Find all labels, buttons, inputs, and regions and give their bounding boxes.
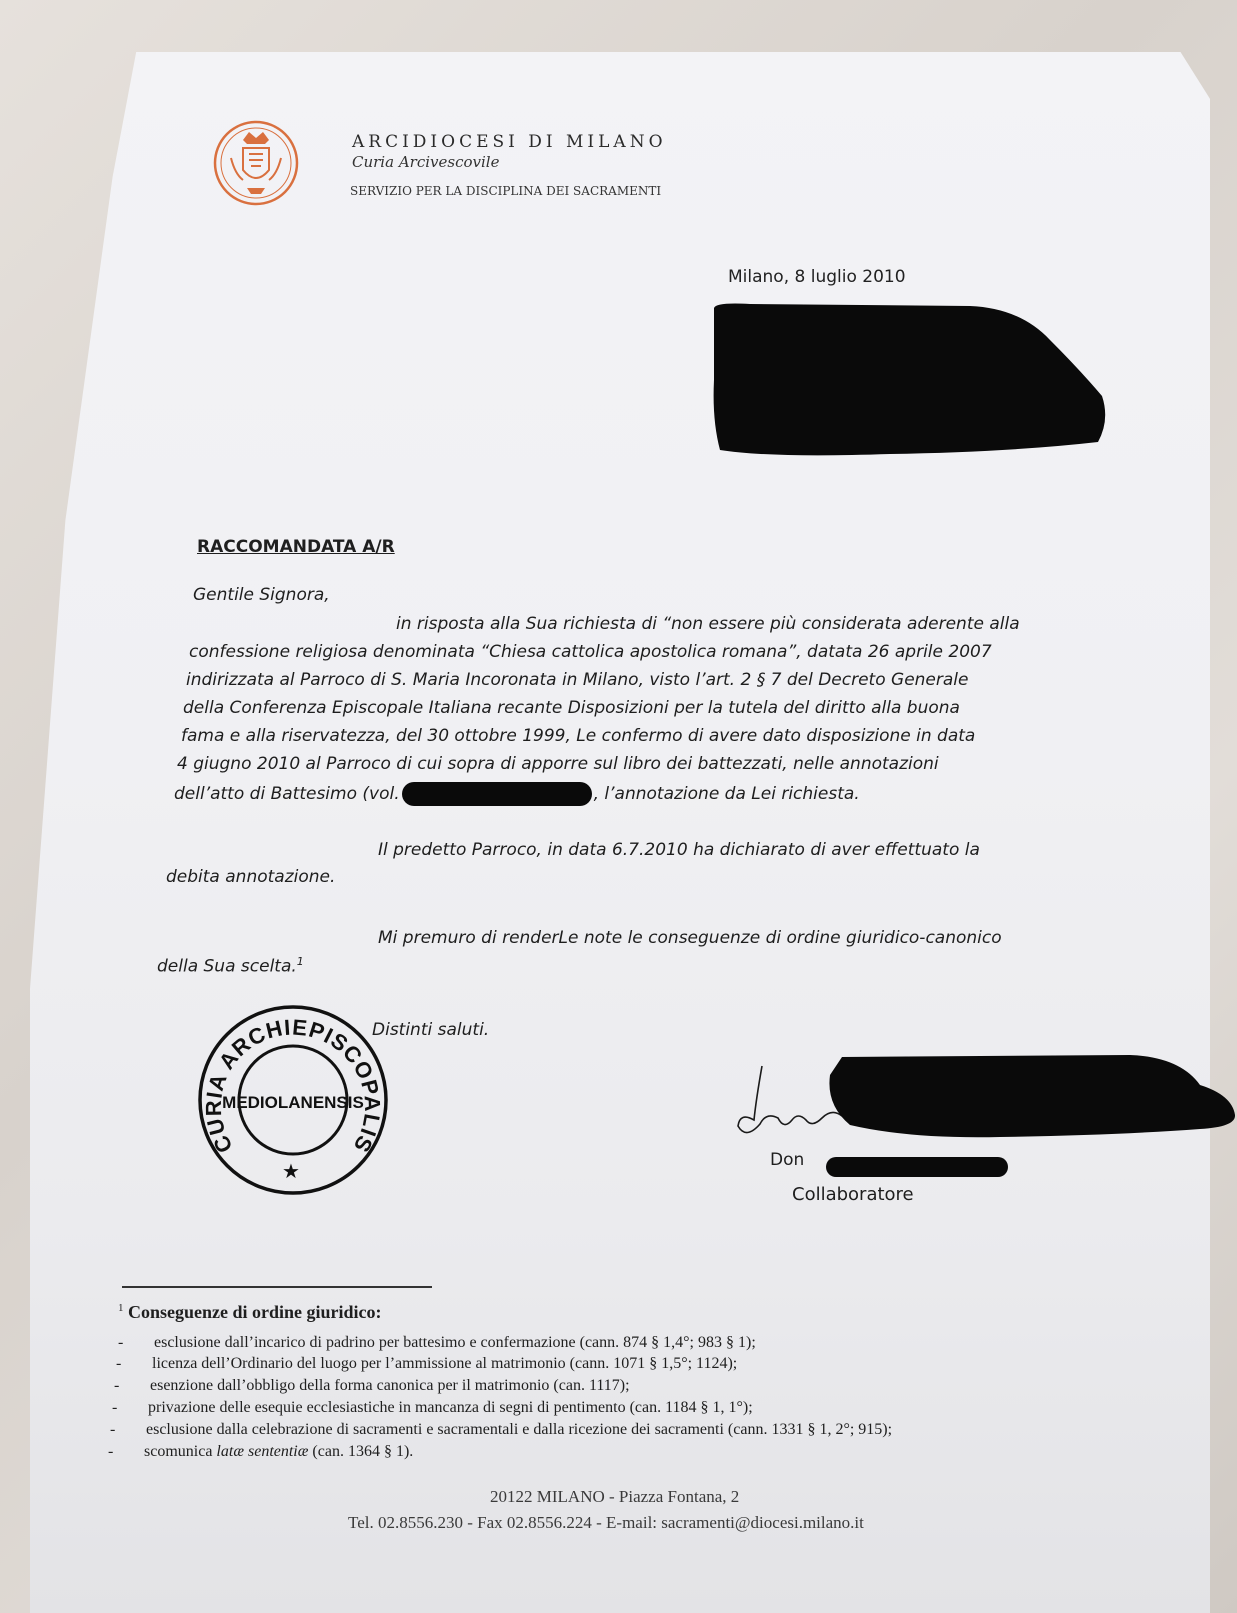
footer-address: 20122 MILANO - Piazza Fontana, 2: [490, 1487, 740, 1506]
footnote-item-latin: latæ sententiæ: [216, 1443, 309, 1460]
footnote-item-text: [144, 1443, 413, 1461]
list-bullet: -: [108, 1443, 114, 1460]
curia-seal-stamp: [192, 1000, 394, 1200]
body-line-with-redaction: [174, 782, 860, 806]
body-line: della Conferenza Episcopale Italiana recante Disposizioni per la tutela del diritto alla buona: [183, 698, 960, 718]
footnote-item-text: privazione delle esequie ecclesiastiche in mancanza di segni di pentimento (can. 1184 § 1, 1°);: [148, 1399, 753, 1416]
footnote-item-text: esclusione dalla celebrazione di sacramenti e sacramentali e dalla ricezione dei sacramenti (cann. 1331 § 1, 2°; 915);: [146, 1421, 893, 1438]
seal-center-text: MEDIOLANENSIS: [222, 1093, 364, 1112]
redacted-signatory-name: [820, 1055, 1237, 1165]
list-bullet: -: [110, 1421, 116, 1438]
greeting: Gentile Signora,: [193, 585, 330, 605]
seal-star-icon: ★: [282, 1159, 300, 1183]
body-line: in risposta alla Sua richiesta di “non essere più considerata aderente alla: [396, 614, 1020, 634]
redacted-recipient-address: [710, 300, 1110, 460]
body-line: Mi premuro di renderLe note le conseguenze di ordine giuridico-canonico: [378, 928, 1002, 948]
letter-heading: RACCOMANDATA A/R: [197, 537, 395, 557]
footnote-item-text: esenzione dall’obbligo della forma canonica per il matrimonio (can. 1117);: [150, 1377, 630, 1394]
archdiocese-name: ARCIDIOCESI DI MILANO: [352, 132, 667, 152]
list-bullet: -: [112, 1399, 118, 1416]
body-line: debita annotazione.: [166, 867, 336, 887]
body-line-part: della Sua scelta.: [157, 956, 297, 977]
footer-contacts: Tel. 02.8556.230 - Fax 02.8556.224 - E-mail: sacramenti@diocesi.milano.it: [348, 1513, 864, 1532]
body-line: Il predetto Parroco, in data 6.7.2010 ha dichiarato di aver effettuato la: [378, 840, 980, 860]
list-bullet: -: [114, 1377, 120, 1394]
body-line: fama e alla riservatezza, del 30 ottobre 1999, Le confermo di avere dato disposizione in data: [181, 726, 976, 746]
body-line-part: dell’atto di Battesimo (vol.: [174, 784, 400, 804]
seal-ring-text: CURIA ARCHIEPISCOPALIS: [200, 1014, 386, 1158]
footnote-divider: [122, 1286, 432, 1288]
signatory-title: Don: [770, 1150, 805, 1170]
signatory-role: Collaboratore: [792, 1184, 914, 1205]
body-line: indirizzata al Parroco di S. Maria Incoronata in Milano, visto l’art. 2 § 7 del Decreto Generale: [186, 670, 969, 690]
body-line: 4 giugno 2010 al Parroco di cui sopra di apporre sul libro dei battezzati, nelle annotazioni: [177, 754, 939, 774]
closing-salutation: Distinti saluti.: [372, 1020, 490, 1040]
footnote-reference: 1: [296, 955, 304, 968]
service-name: SERVIZIO PER LA DISCIPLINA DEI SACRAMENTI: [350, 184, 662, 198]
body-line-with-footnote: [157, 955, 304, 977]
footnote-number: 1: [118, 1302, 124, 1314]
footnote-item-text: licenza dell’Ordinario del luogo per l’ammissione al matrimonio (cann. 1071 § 1,5°; 1124);: [152, 1355, 738, 1372]
archdiocese-coat-of-arms-logo: [213, 118, 299, 208]
letter-date: Milano, 8 luglio 2010: [728, 267, 906, 287]
redacted-volume-number: [402, 782, 592, 806]
curia-subtitle: Curia Arcivescovile: [352, 153, 500, 171]
body-line-part: , l’annotazione da Lei richiesta.: [593, 784, 860, 804]
footnote-title: [118, 1302, 382, 1323]
redacted-signatory-surname: [826, 1157, 1008, 1177]
body-line: confessione religiosa denominata “Chiesa cattolica apostolica romana”, datata 26 aprile 2007: [189, 642, 992, 662]
list-bullet: -: [118, 1334, 124, 1351]
footnote-item-text: esclusione dall’incarico di padrino per battesimo e confermazione (cann. 874 § 1,4°; 983 § 1);: [154, 1334, 756, 1351]
footnote-title-text: Conseguenze di ordine giuridico:: [128, 1302, 382, 1322]
list-bullet: -: [116, 1355, 122, 1372]
footnote-item-part: (can. 1364 § 1).: [308, 1443, 414, 1460]
footnote-item-part: scomunica: [144, 1443, 217, 1460]
